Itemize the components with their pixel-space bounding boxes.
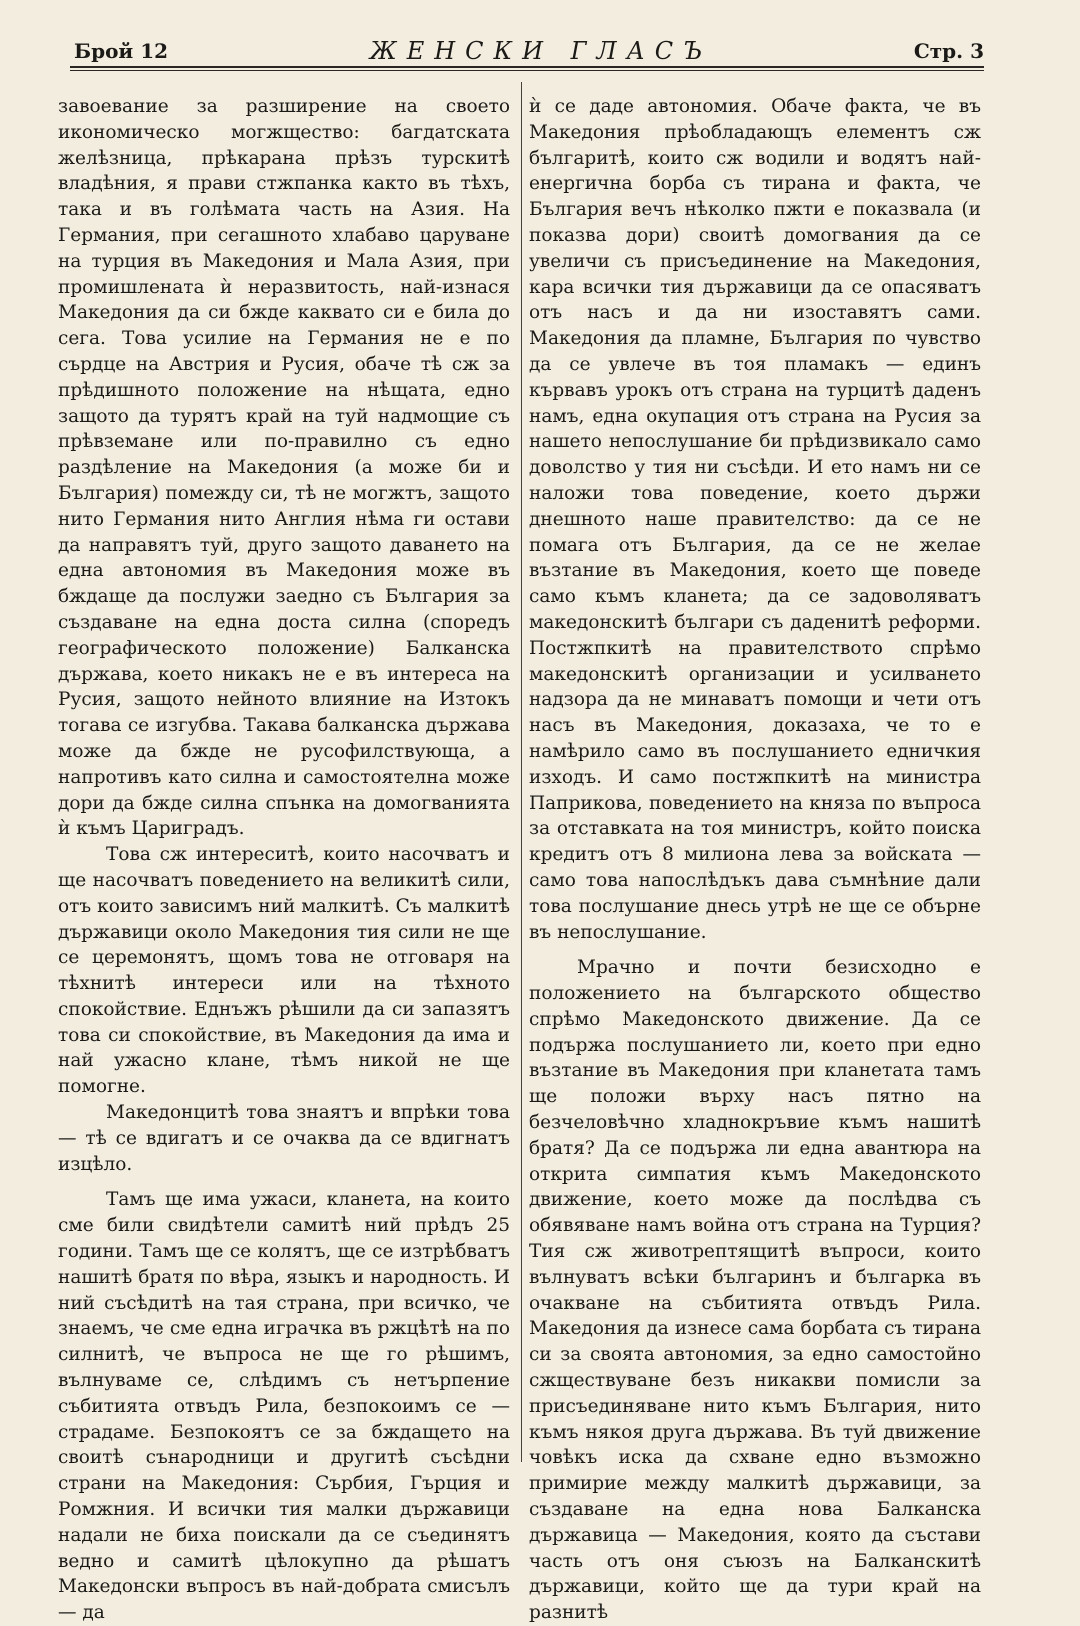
left-paragraph-4: Тамъ ще има ужаси, кланета, на които сме били свидѣтели самитѣ ний прѣдъ 25 години. Тамъ ще се колятъ, ще се изтрѣбватъ нашитѣ братя по вѣра, языкъ и народность. И ний съсѣдитѣ на тая страна, при всичко, че знаемъ, че сме една играчка въ ржцѣтѣ на по силнитѣ, че въпроса не ще го рѣшимъ, вълнуваме се, слѣдимъ съ нетърпение събитията отвъдъ Рила, безпокоимъ се — страдаме. Безпокоятъ се за бждащето на своитѣ сънародници и другитѣ съсѣдни страни на Македония: Сърбия, Гърция и Ромжния. И всички тия малки държавици надали не биха поискали да се съединятъ ведно и самитѣ цѣлокупно да рѣшатъ Македонски въпросъ въ най-добрата смисълъ — да	[58, 1189, 510, 1624]
header-rule	[70, 66, 984, 68]
page-header	[74, 36, 984, 66]
right-paragraph-1: ѝ се даде автономия. Обаче факта, че въ Македония прѣобладающъ елементъ сж българитѣ, които сж водили и водятъ най-енергична борба съ тирана и факта, че България вечъ нѣколко пжти е показвала (и показва дори) своитѣ домогвания да се увеличи съ присъединение на Македония, кара всички тия държавици да се опасяватъ отъ насъ и да ни изоставятъ сами. Македония да пламне, България по чувство да се увлече въ тоя пламакъ — единъ кървавъ урокъ отъ страна на турцитѣ даденъ намъ, една окупация отъ страна на Русия за нашето непослушание би прѣдизвикало само доволство у тия ни съсѣди. И ето намъ ни се наложи това поведение, което държи днешното наше правителство: да се не помага отъ България, да се не желае възтание въ Македония, което ще поведе само къмъ кланета; да се задоволяватъ македонскитѣ българи съ даденитѣ реформи. Постжпкитѣ на правителството спрѣмо македонскитѣ организации и усилването надзора да не минаватъ помощи и чети отъ насъ въ Македония, доказаха, че то е намѣрило само въ послушанието едничкия изходъ. И само постжпкитѣ на министра Паприкова, поведението на княза по въпроса за отставката на тоя министръ, който поиска кредитъ отъ 8 милиона лева за войската — само това напослѣдъкъ дава съмнѣние дали това послушание днесь утрѣ не ще се обърне въ непослушание.	[529, 96, 981, 943]
column-divider	[521, 82, 522, 1462]
left-paragraph-2: Това сж интереситѣ, които насочватъ и ще насочватъ поведението на великитѣ сили, отъ които зависимъ ний малкитѣ. Съ малкитѣ държавици около Македония тия сили не ще се церемонятъ, щомъ това не отговаря на тѣхнитѣ интереси или на тѣхното спокойствие. Еднъжъ рѣшили да си запазятъ това си спокойствие, въ Македония да има и най ужасно клане, тѣмъ никой не ще помогне.	[58, 844, 510, 1098]
right-column	[529, 94, 981, 1626]
header-rule-thin	[70, 70, 984, 71]
left-paragraph-1: завоевание за разширение на своето икономическо могжщество: багдатската желѣзница, прѣкарана прѣзъ турскитѣ владѣния, я прави стжпанка както въ тѣхъ, така и въ голѣмата часть на Азия. На Германия, при сегашното хлабаво царуване на турция въ Македония и Мала Азия, при промишлената ѝ неразвитость, най-изнася Македония да си бжде каквато си е била до сега. Това усилие на Германия не е по сърдце на Австрия и Русия, обаче тѣ сж за прѣдишното положение на нѣщата, едно защото да турятъ край на туй надмощие съ прѣвземане или по-правилно съ едно раздѣление на Македония (а може би и България) помежду си, тѣ не могжтъ, защото нито Германия нито Англия нѣма ги остави да направятъ туй, друго защото даването на една автономия въ Македония може въ бждаще да послужи заедно съ България за създаване на една доста силна (споредъ географическото положение) Балканска държава, което никакъ не е въ интереса на Русия, защото нейното влияние на Изтокъ тогава се изгубва. Такава балканска държава може да бжде не русофилствующа, а напротивъ като силна и самостоятелна може дори да бжде силна спънка на домогванията ѝ къмъ Цариградъ.	[58, 96, 510, 840]
left-column	[58, 94, 510, 1626]
issue-number: Брой 12	[74, 39, 169, 63]
masthead-title: ЖЕНСКИ ГЛАСЪ	[369, 37, 713, 65]
page-number: Стр. 3	[913, 39, 984, 63]
left-paragraph-3: Македонцитѣ това знаятъ и впрѣки това — тѣ се вдигатъ и се очаква да се вдигнатъ изцѣло.	[58, 1102, 510, 1175]
right-paragraph-2: Мрачно и почти безисходно е положението на българското общество спрѣмо Македонското движение. Да се подържа послушанието ли, което при едно възтание въ Македония при кланетата тамъ ще положи върху насъ пятно на безчеловѣчно хладнокръвие къмъ нашитѣ братя? Да се подържа ли една авантюра на открита симпатия къмъ Македонското движение, което може да послѣдва съ обявяване намъ война отъ страна на Турция? Тия сж животрептящитѣ въпроси, които вълнуватъ всѣки българинъ и българка въ очакване на събитията отвъдъ Рила. Македония да изнесе сама борбата съ тирана си за своята автономия, за едно самостойно сжществуване безъ никакви помисли за присъединяване нито къмъ България, нито къмъ някоя друга държава. Въ туй движение човѣкъ иска да схване едно възможно примирие между малкитѣ държавици, за създаване на една нова Балканска държавица — Македония, която да състави часть отъ оня съюзъ на Балканскитѣ държавици, който ще да тури край на разнитѣ	[529, 957, 981, 1624]
